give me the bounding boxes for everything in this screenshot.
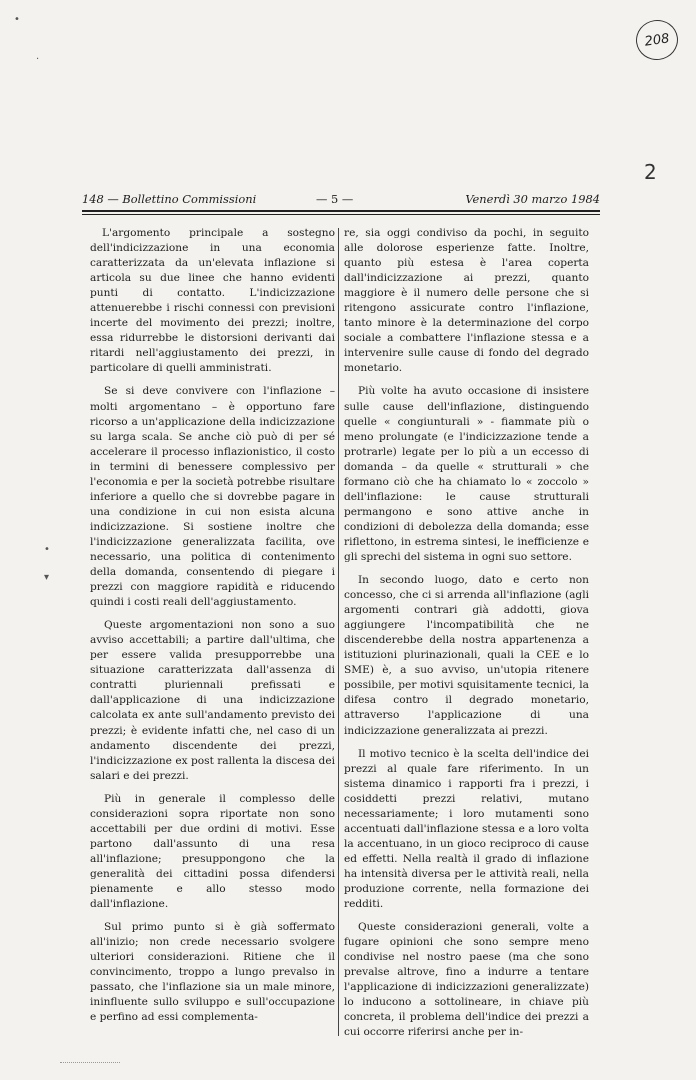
paragraph: Sul primo punto si è già soffermato all'inizio; non crede necessario svolgere ulteriori considerazioni. Ritiene che il convincimento, troppo a lungo prevalso in passato, che l'inflazione sia un male minore, ininfluente sullo sviluppo e sull'occupazione e perfino ad essi complementa- [90,921,335,1024]
paragraph: Se si deve convivere con l'inflazione – molti argomentano – è opportuno fare ricorso a un'applicazione della indicizzazione su larga scala. Se anche ciò può di per sé accelerare il processo inflazionistico, il costo in termini di benessere complessivo per l'economia e per la società potrebbe risultare inferiore a quello che si dovrebbe pagare in una condizione in cui non esista alcuna indicizzazione. Si sostiene inoltre che l'indicizzazione generalizzata facilita, ove necessario, una politica di contenimento della domanda, consentendo di piegare i prezzi con maggiore rapidità e riducendo quindi i costi reali dell'aggiustamento. [90,385,335,609]
header-rule [82,210,600,212]
header-publication: 148 — Bollettino Commissioni [82,192,257,206]
scan-speck: ▾ [44,572,50,583]
paragraph: re, sia oggi condiviso da pochi, in seguito alle dolorose esperienze fatte. Inoltre, quanto più estesa è l'area coperta dall'indicizzazione ai prezzi, quanto maggiore è il numero delle persone che si ritengono assicurate contro l'inflazione, tanto minore è la determinazione del corpo sociale a combattere l'inflazione stessa e a intervenire sulle cause di fondo del degrado monetario. [344,227,589,375]
scan-speck: • [44,544,50,555]
header-date: Venerdì 30 marzo 1984 [465,192,600,206]
paragraph: Più volte ha avuto occasione di insistere sulle cause dell'inflazione, distinguendo quelle « congiunturali » - fiammate più o meno prolungate (e l'indicizzazione tende a protrarle) legate per lo più a un eccesso di domanda – da quelle « strutturali » che formano ciò che ha chiamato lo « zoccolo » dell'inflazione: le cause strutturali permangono e sono attive anche in condizioni di debolezza della domanda; esse riflettono, in estrema sintesi, le inefficienze e gli sprechi del sistema in ogni suo settore. [344,385,589,563]
header-page-number: — 5 — [316,192,354,206]
column-divider [338,228,339,1036]
paragraph: Il motivo tecnico è la scelta dell'indice dei prezzi al quale fare riferimento. In un sistema dinamico i rapporti fra i prezzi, i cosiddetti prezzi relativi, mutano necessariamente; i loro mutamenti sono accentuati dall'inflazione stessa e a loro volta la accentuano, in un gioco reciproco di cause ed effetti. Nella realtà il grado di inflazione ha intensità diversa per le attività reali, nella produzione corrente, nella formazione dei redditi. [344,747,589,911]
handwritten-margin-note: 2 [644,160,657,184]
paragraph: Queste argomentazioni non sono a suo avviso accettabili; a partire dall'ultima, che per essere valida presupporrebbe una situazione caratterizzata dall'assenza di contratti pluriennali prefissati e dall'applicazione di una indicizzazione calcolata ex ante sull'andamento previsto dei prezzi; è evidente infatti che, nel caso di un andamento discendente dei prezzi, l'indicizzazione ex post rallenta la discesa dei salari e dei prezzi. [90,619,335,782]
scan-speck: · [36,54,40,65]
paragraph: L'argomento principale a sostegno dell'indicizzazione in una economia caratterizzata da un'elevata inflazione si articola su due linee che hanno evidenti punti di contatto. L'indicizzazione attenuerebbe i rischi connessi con previsioni incerte del movimento dei prezzi; inoltre, essa ridurrebbe le distorsioni derivanti dai ritardi nell'aggiustamento dei prezzi, in particolare di quelli amministrati. [90,227,335,375]
stamp-number: 208 [643,30,671,50]
header-rule-thin [82,214,600,215]
left-column [90,226,335,1033]
right-column [344,226,589,1048]
scan-speck: • [14,14,20,25]
page-header [82,192,600,210]
paragraph: In secondo luogo, dato e certo non concesso, che ci si arrenda all'inflazione (agli argomenti contrari già addotti, giova aggiungere l'incompatibilità che ne discenderebbe della nostra appartenenza a istituzioni plurinazionali, quali la CEE e lo SME) è, a suo avviso, un'utopia ritenere possibile, per motivi squisitamente tecnici, la difesa contro il degrado monetario, attraverso l'applicazione di una indicizzazione generalizzata ai prezzi. [344,574,589,737]
paragraph: Queste considerazioni generali, volte a fugare opinioni che sono sempre meno condivise nel nostro paese (ma che sono prevalse altrove, fino a indurre a tentare l'applicazione di indicizzazioni generalizzate) lo inducono a sottolineare, in chiave più concreta, il problema dell'indice dei prezzi a cui occorre riferirsi anche per in- [344,921,589,1039]
paragraph: Più in generale il complesso delle considerazioni sopra riportate non sono accettabili per due ordini di motivi. Esse partono dall'assunto di una resa all'inflazione; presuppongono che la generalità dei cittadini possa difendersi pienamente e allo stesso modo dall'inflazione. [90,792,335,911]
scan-footer-marks [60,1062,120,1069]
page-number-stamp [633,17,680,62]
